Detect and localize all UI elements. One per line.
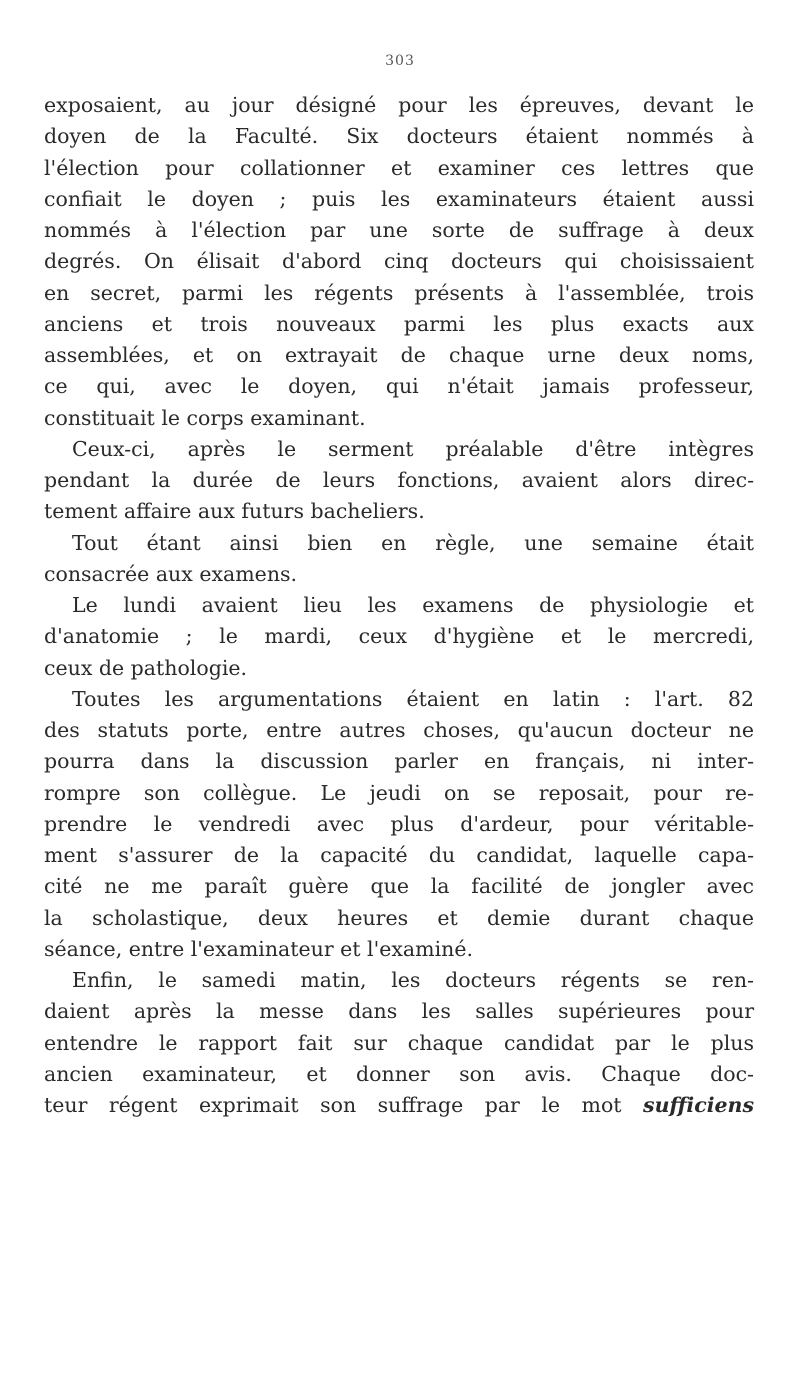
text-line: rompre son collègue. Le jeudi on se reposait, pour re- — [44, 780, 754, 805]
text-line-final — [44, 1090, 754, 1121]
text-line: degrés. On élisait d'abord cinq docteurs qui choisissaient — [44, 249, 754, 274]
text-line: confiait le doyen ; puis les examinateurs étaient aussi — [44, 186, 754, 211]
text-line: prendre le vendredi avec plus d'ardeur, pour véritable- — [44, 811, 754, 836]
text-line: constituait le corps examinant. — [44, 405, 366, 430]
text-line: l'élection pour collationner et examiner ces lettres que — [44, 155, 754, 180]
text-line: consacrée aux examens. — [44, 561, 298, 586]
text-line: entendre le rapport fait sur chaque candidat par le plus — [44, 1030, 754, 1055]
text-line: en secret, parmi les régents présents à l'assemblée, trois — [44, 280, 754, 305]
text-line: séance, entre l'examinateur et l'examiné. — [44, 936, 473, 961]
text-line: tement affaire aux futurs bacheliers. — [44, 499, 425, 524]
text-line: cité ne me paraît guère que la facilité de jongler avec — [44, 874, 754, 899]
text-line: pourra dans la discussion parler en français, ni inter- — [44, 749, 754, 774]
text-line: ancien examinateur, et donner son avis. Chaque doc- — [44, 1061, 754, 1086]
text-line: assemblées, et on extrayait de chaque urne deux noms, — [44, 343, 754, 367]
text-line: la scholastique, deux heures et demie durant chaque — [44, 905, 754, 930]
text-line: exposaient, au jour désigné pour les épreuves, devant le — [44, 93, 754, 117]
text-line: ceux de pathologie. — [44, 655, 248, 680]
text-line: Enfin, le samedi matin, les docteurs régents se ren- — [72, 968, 754, 992]
text-line: Toutes les argumentations étaient en latin : l'art. 82 — [72, 686, 754, 711]
text-line: Ceux-ci, après le serment préalable d'être intègres — [72, 436, 754, 461]
page-number: 303 — [385, 53, 415, 69]
body-text — [44, 90, 754, 1121]
text-line: anciens et trois nouveaux parmi les plus exacts aux — [44, 311, 754, 336]
final-line-text: teur régent exprimait son suffrage par le mot — [44, 1093, 622, 1117]
text-line: doyen de la Faculté. Six docteurs étaient nommés à — [44, 124, 754, 149]
text-line: daient après la messe dans les salles supérieures pour — [44, 999, 754, 1024]
text-line: Tout étant ainsi bien en règle, une semaine était — [72, 530, 754, 555]
italic-word: sufficiens — [643, 1093, 754, 1117]
text-line: pendant la durée de leurs fonctions, avaient alors direc- — [44, 468, 754, 492]
text-line: ment s'assurer de la capacité du candidat, laquelle capa- — [44, 843, 754, 867]
text-line: d'anatomie ; le mardi, ceux d'hygiène et le mercredi, — [44, 624, 754, 649]
text-line: nommés à l'élection par une sorte de suffrage à deux — [44, 218, 754, 242]
text-line: Le lundi avaient lieu les examens de physiologie et — [72, 593, 754, 617]
text-line: des statuts porte, entre autres choses, qu'aucun docteur ne — [44, 718, 754, 742]
text-line: ce qui, avec le doyen, qui n'était jamais professeur, — [44, 374, 754, 399]
